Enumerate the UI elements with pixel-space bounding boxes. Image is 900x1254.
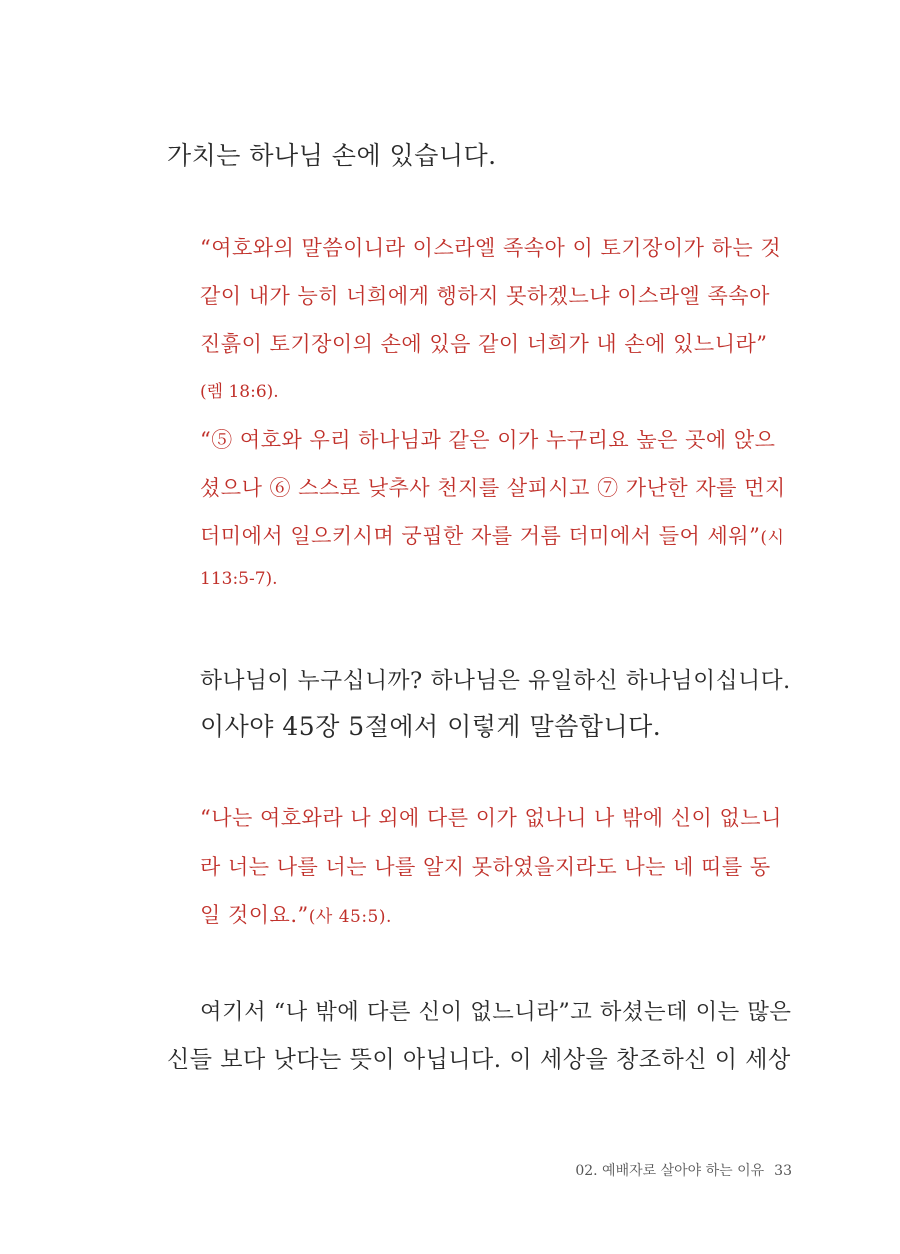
paragraph3-line-1: 여기서 “나 밖에 다른 신이 없느니라”고 하셨는데 이는 많은: [200, 999, 792, 1025]
quote2-line-3: [200, 520, 784, 550]
quote1-line-2: 같이 내가 능히 너희에게 행하지 못하겠느냐 이스라엘 족속아: [200, 284, 770, 308]
quote2-line-3-text: 더미에서 일으키시며 궁핍한 자를 거름 더미에서 들어 세워”: [200, 524, 761, 548]
page-footer: [575, 1160, 792, 1180]
quote1-line-3: 진흙이 토기장이의 손에 있음 같이 너희가 내 손에 있느니라”: [200, 332, 768, 356]
quote3-line-2: 라 너는 나를 너는 나를 알지 못하였을지라도 나는 네 띠를 동: [200, 855, 771, 879]
quote3-line-1: “나는 여호와라 나 외에 다른 이가 없나니 나 밖에 신이 없느니: [200, 806, 782, 830]
paragraph2-line-1: 하나님이 누구십니까? 하나님은 유일하신 하나님이십니다.: [200, 668, 791, 694]
quote2-line-1: “⑤ 여호와 우리 하나님과 같은 이가 누구리요 높은 곳에 앉으: [200, 428, 776, 452]
quote1-line-1: “여호와의 말씀이니라 이스라엘 족속아 이 토기장이가 하는 것: [200, 236, 782, 260]
quote3-line-3: [200, 899, 392, 929]
paragraph2-line-2: 이사야 45장 5절에서 이렇게 말씀합니다.: [200, 712, 662, 741]
page-number: 33: [774, 1163, 792, 1179]
intro-line: 가치는 하나님 손에 있습니다.: [167, 141, 497, 170]
quote1-reference: (렘 18:6).: [200, 382, 279, 402]
quote2-reference-start: (시: [760, 528, 785, 548]
quote2-reference-end: 113:5-7).: [200, 569, 278, 589]
paragraph3-line-2: 신들 보다 낫다는 뜻이 아닙니다. 이 세상을 창조하신 이 세상: [167, 1047, 791, 1073]
quote2-line-2: 셨으나 ⑥ 스스로 낮추사 천지를 살피시고 ⑦ 가난한 자를 먼지: [200, 476, 786, 500]
quote3-reference: (사 45:5).: [308, 907, 392, 927]
quote3-line-3-text: 일 것이요.”: [200, 903, 309, 927]
footer-chapter-title: 02. 예배자로 살아야 하는 이유: [575, 1163, 765, 1179]
